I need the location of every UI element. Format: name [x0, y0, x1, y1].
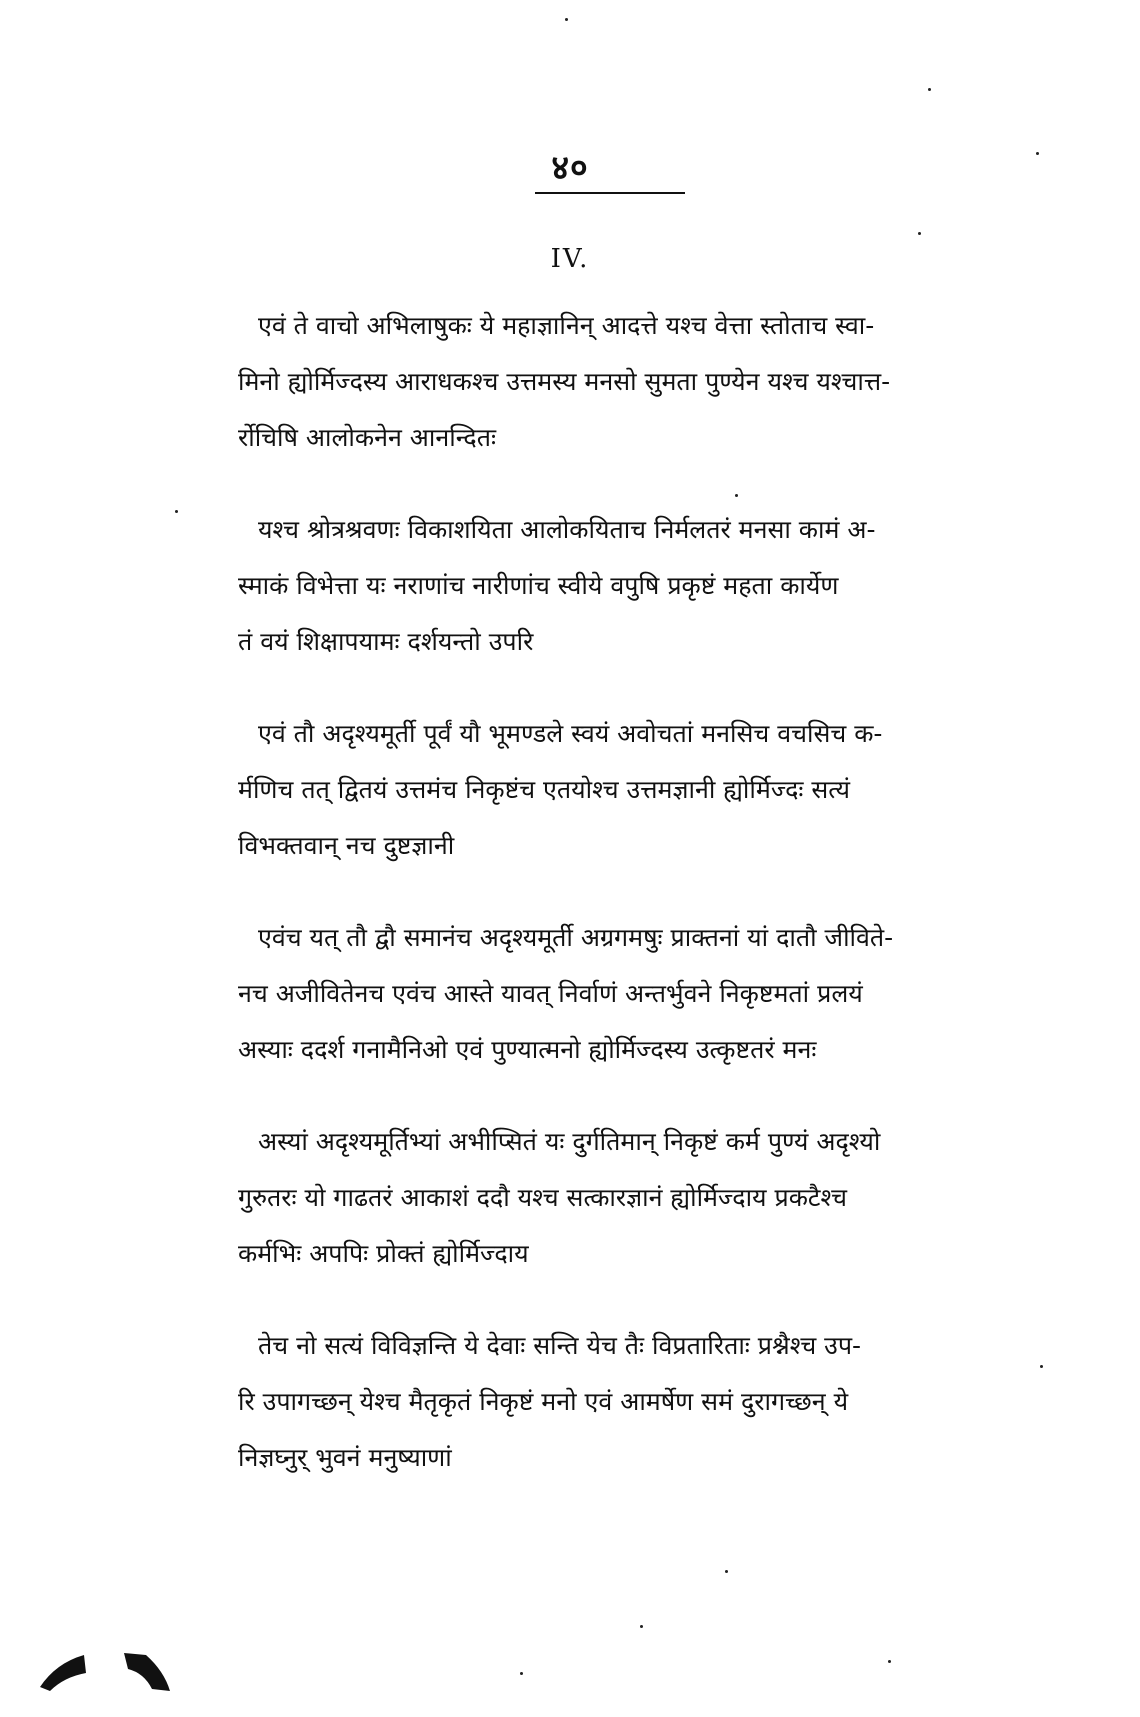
scan-speck — [918, 232, 921, 235]
text-line: निज्ञघ्नुर् भुवनं मनुष्याणां — [238, 1443, 452, 1472]
text-line: अस्याः ददर्श गनामैनिओ एवं पुण्यात्मनो ह्योर्मिज्दस्य उत्कृष्टतरं मनः — [238, 1035, 817, 1064]
text-line: एवं तौ अदृश्यमूर्ती पूर्वं यौ भूमण्डले स्वयं अवोचतां मनसिच वचसिच क- — [258, 719, 883, 748]
scan-speck — [888, 1660, 891, 1663]
text-line: मिनो ह्योर्मिज्दस्य आराधकश्च उत्तमस्य मनसो सुमता पुण्येन यश्च यश्चात्त- — [238, 367, 891, 396]
text-line: यश्च श्रोत्रश्रवणः विकाशयिता आलोकयिताच निर्मलतरं मनसा कामं अ- — [258, 515, 876, 544]
text-line: अस्यां अदृश्यमूर्तिभ्यां अभीप्सितं यः दुर्गतिमान् निकृष्टं कर्म पुण्यं अदृश्यो — [258, 1127, 881, 1156]
scan-speck — [565, 18, 568, 21]
page-number: ४० — [551, 148, 589, 188]
text-line: गुरुतरः यो गाढतरं आकाशं ददौ यश्च सत्कारज्ञानं ह्योर्मिज्दाय प्रकटैश्च — [238, 1183, 848, 1212]
scan-speck — [1040, 1365, 1043, 1368]
paragraph-5 — [238, 1114, 978, 1282]
body-text — [238, 298, 978, 1522]
corner-binding-mark — [36, 1625, 176, 1695]
text-line: तेच नो सत्यं विविज्ञन्ति ये देवाः सन्ति येच तैः विप्रतारिताः प्रश्नैश्च उप- — [258, 1331, 862, 1360]
paragraph-1 — [238, 298, 978, 466]
text-line: एवंच यत् तौ द्वौ समानंच अदृश्यमूर्ती अग्रगमषुः प्राक्तनां यां दातौ जीविते- — [258, 923, 894, 952]
text-line: र्मणिच तत् द्वितयं उत्तमंच निकृष्टंच एतयोश्च उत्तमज्ञानी ह्योर्मिज्दः सत्यं — [238, 775, 851, 804]
scan-speck — [725, 1570, 728, 1573]
text-line: र्रोचिषि आलोकनेन आनन्दितः — [238, 423, 496, 452]
paragraph-3 — [238, 706, 978, 874]
paragraph-2 — [238, 502, 978, 670]
text-line: नच अजीवितेनच एवंच आस्ते यावत् निर्वाणं अन्तर्भुवने निकृष्टमतां प्रलयं — [238, 979, 863, 1008]
section-number: IV. — [550, 244, 590, 274]
text-line: रि उपागच्छन् येश्च मैतृकृतं निकृष्टं मनो एवं आमर्षेण समं दुरागच्छन् ये — [238, 1387, 849, 1416]
text-line: स्माकं विभेत्ता यः नराणांच नारीणांच स्वीये वपुषि प्रकृष्टं महता कार्येण — [238, 571, 839, 600]
scan-speck — [520, 1672, 523, 1675]
scan-speck — [640, 1625, 643, 1628]
paragraph-6 — [238, 1318, 978, 1486]
header-rule — [535, 192, 685, 194]
scan-speck — [928, 88, 931, 91]
text-line: एवं ते वाचो अभिलाषुकः ये महाज्ञानिन् आदत्ते यश्च वेत्ता स्तोताच स्वा- — [258, 311, 875, 340]
scan-speck — [735, 494, 738, 497]
text-line: कर्मभिः अपपिः प्रोक्तं ह्योर्मिज्दाय — [238, 1239, 529, 1268]
paragraph-4 — [238, 910, 978, 1078]
text-line: तं वयं शिक्षापयामः दर्शयन्तो उपरि — [238, 627, 534, 656]
scan-speck — [1036, 152, 1039, 155]
scan-speck — [175, 510, 178, 513]
text-line: विभक्तवान् नच दुष्टज्ञानी — [238, 831, 455, 860]
